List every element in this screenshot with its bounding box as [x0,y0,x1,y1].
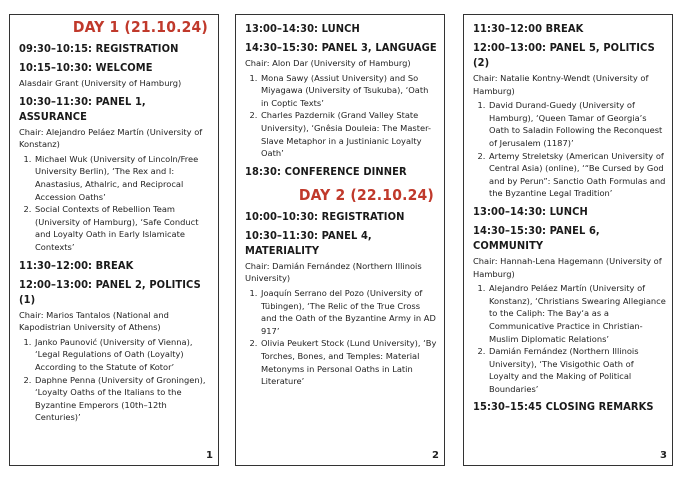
list-item: 1. Joaquín Serrano del Pozo (University of Tübingen), ‘The Relic of the True Cross and the Oath of the Byzantine Army in AD 917’ [260,287,438,337]
panel-1-heading: 10:30–11:30: PANEL 1, ASSURANCE [19,94,146,123]
break-heading: 11:30–12:00 BREAK [473,22,584,35]
panel-2-heading: 12:00–13:00: PANEL 2, POLITICS (1) [19,277,201,306]
panel-4-talks [245,287,438,388]
lunch-heading: 13:00–14:30: LUNCH [473,204,588,218]
list-item: 2. Daphne Penna (University of Groningen), ‘Loyalty Oaths of the Italians to the Byzantine Emperors (10th–12th Centuries)’ [34,374,212,424]
panel-5-talks [473,99,666,200]
dinner-heading: 18:30: CONFERENCE DINNER [245,164,407,178]
panel-6-talks [473,282,666,395]
list-item: 1. Alejandro Peláez Martín (University of Konstanz), ‘Christians Swearing Allegiance to the Caliph: The Bay‘a as a Communicative Practice in Christian-Muslim Diplomatic Relations’ [488,282,666,345]
list-item: 2. Social Contexts of Rebellion Team (University of Hamburg), ‘Safe Conduct and Loyalty Oath in Early Islamicate Contexts’ [34,203,212,253]
panel-4-chair: Chair: Damián Fernández (Northern Illinois University) [245,260,422,284]
registration-heading: 10:00–10:30: REGISTRATION [245,209,405,223]
panel-2-talks [19,336,212,424]
list-item: 1. Janko Paunović (University of Vienna), ‘Legal Regulations of Oath (Loyalty) According to the Statute of Kotor’ [34,336,212,374]
list-item: 2. Damián Fernández (Northern Illinois University), ‘The Visigothic Oath of Loyalty and the Making of Political Boundaries’ [488,345,666,395]
panel-3-heading: 14:30–15:30: PANEL 3, LANGUAGE [245,41,437,54]
panel-2-chair: Chair: Marios Tantalos (National and Kapodistrian University of Athens) [19,309,169,333]
lunch-heading: 13:00–14:30: LUNCH [245,22,360,35]
closing-remarks-heading: 15:30–15:45 CLOSING REMARKS [473,400,654,414]
page-number: 3 [660,450,667,461]
list-item: 2. Olivia Peukert Stock (Lund University), ‘By Torches, Bones, and Temples: Material Metonyms in Personal Oaths in Latin Literature’ [260,337,438,387]
panel-1-chair: Chair: Alejandro Peláez Martín (University of Konstanz) [19,126,203,150]
panel-6-chair: Chair: Hannah-Lena Hagemann (University of Hamburg) [473,255,662,279]
panel-4-heading: 10:30–11:30: PANEL 4, MATERIALITY [245,228,372,257]
page-number: 2 [432,450,439,461]
list-item: 2. Artemy Streletsky (American University of Central Asia) (online), ‘“Be Cursed by God and by Perun”: Sanctio Oath Formulas and the Byzantine Legal Tradition’ [488,150,666,200]
panel-6-heading: 14:30–15:30: PANEL 6, COMMUNITY [473,223,600,252]
panel-5-heading: 12:00–13:00: PANEL 5, POLITICS (2) [473,41,655,69]
program-page-3 [463,14,673,466]
panel-3-chair: Chair: Alon Dar (University of Hamburg) [245,58,411,68]
welcome-speaker: Alasdair Grant (University of Hamburg) [19,78,182,88]
list-item: 1. David Durand-Guedy (University of Hamburg), ‘Queen Tamar of Georgia’s Oath to Saladin Following the Reconquest of Jerusalem (1187)’ [488,99,666,149]
list-item: 1. Mona Sawy (Assiut University) and So Miyagawa (University of Tsukuba), ‘Oath in Coptic Texts’ [260,72,438,110]
registration-heading: 09:30–10:15: REGISTRATION [19,42,179,55]
panel-5-chair: Chair: Natalie Kontny-Wendt (University of Hamburg) [473,73,649,96]
page-number: 1 [206,450,213,461]
day-2-title: DAY 2 (22.10.24) [298,185,434,204]
list-item: 1. Michael Wuk (University of Lincoln/Free University Berlin), ‘The Rex and I: Anastasius, Athalric, and Reciprocal Accession Oaths’ [34,153,212,203]
panel-1-talks [19,153,212,254]
list-item: 2. Charles Pazdernik (Grand Valley State University), ‘Gnêsia Douleia: The Master-Slave Metaphor in a Justinianic Loyalty Oath’ [260,109,438,159]
day-1-title: DAY 1 (21.10.24) [72,18,208,36]
break-heading: 11:30–12:00: BREAK [19,258,134,272]
program-page-1 [9,14,219,466]
welcome-heading: 10:15–10:30: WELCOME [19,61,153,74]
program-page-2 [235,14,445,466]
panel-3-talks [245,72,438,160]
